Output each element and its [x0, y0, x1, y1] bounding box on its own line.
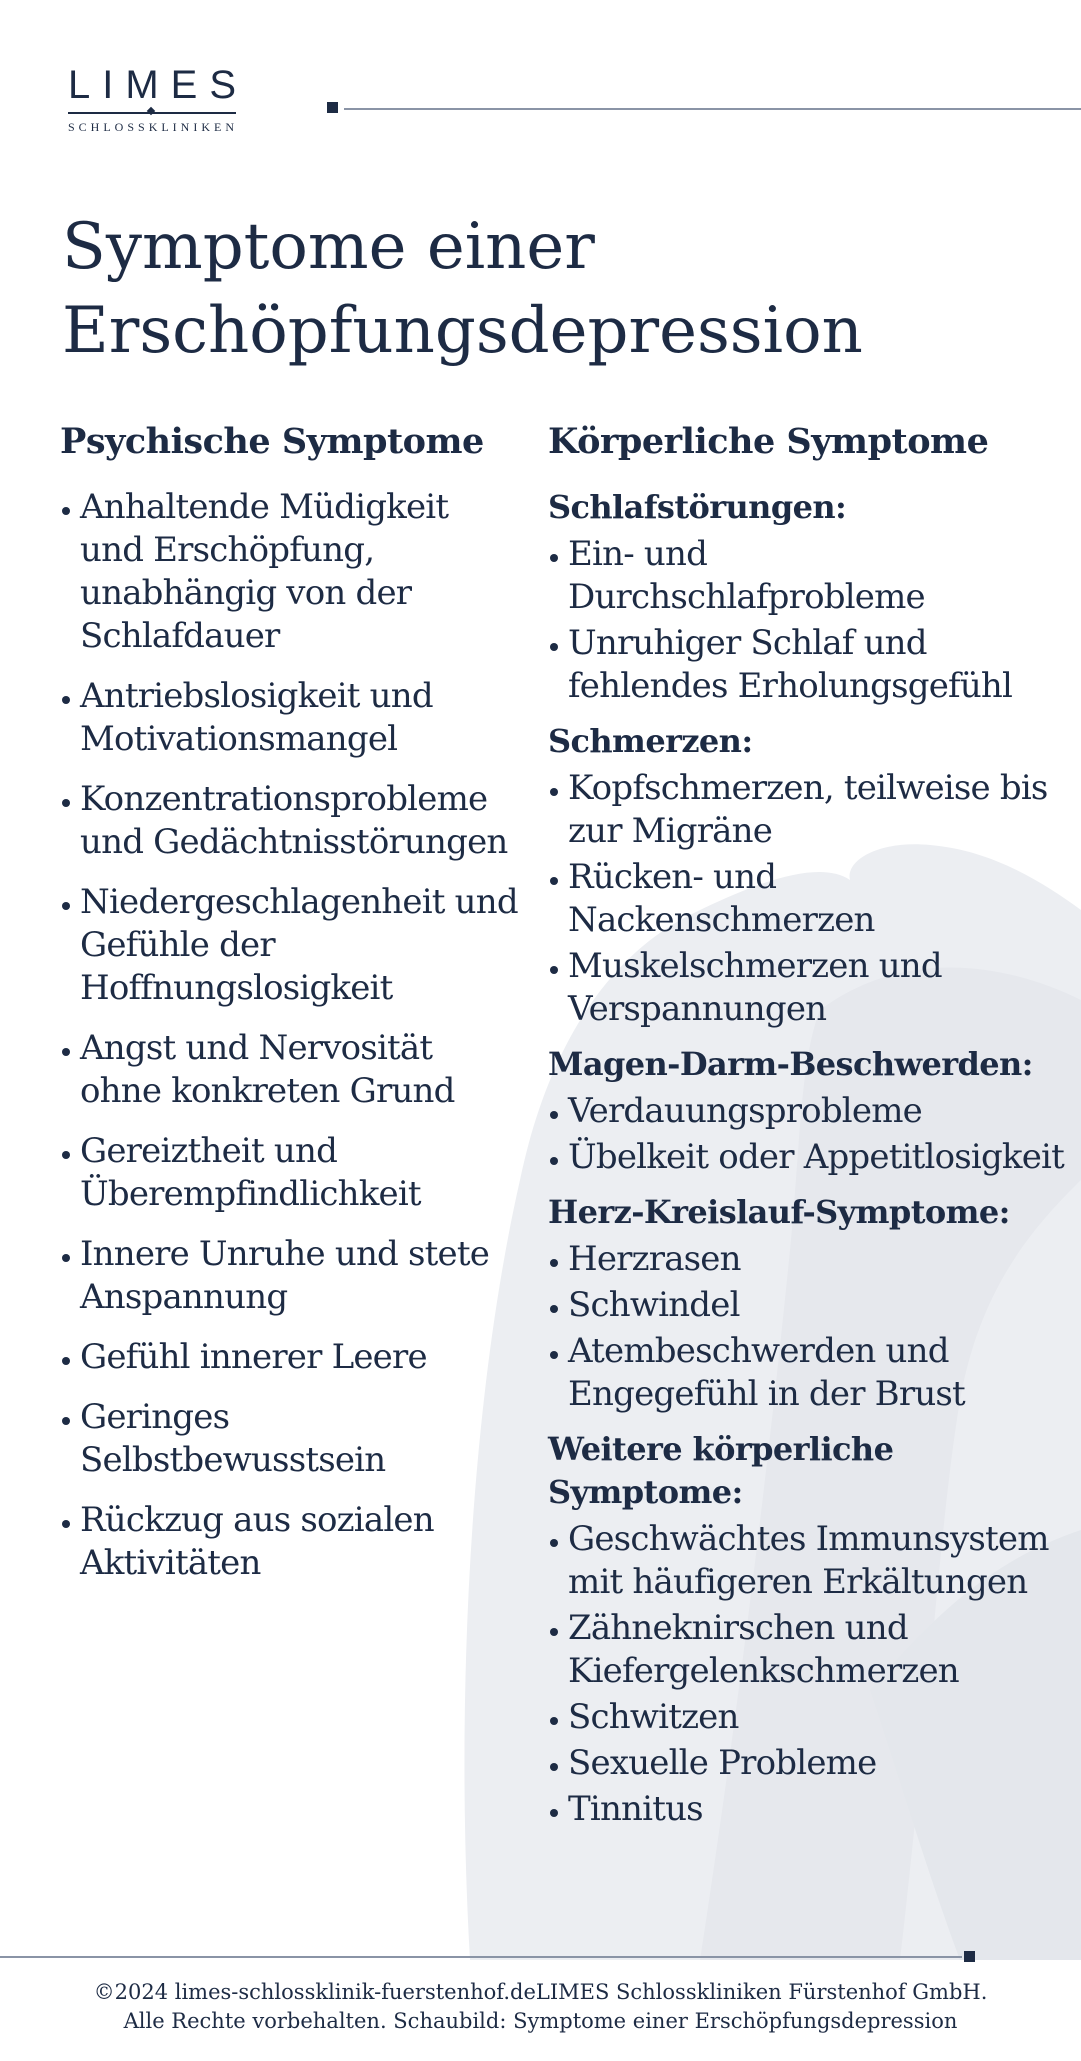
- list-item: Innere Unruhe und stete Anspannung: [60, 1233, 520, 1319]
- group-heading: Weitere körperliche Symptome:: [548, 1430, 894, 1511]
- header-square-marker: [327, 102, 338, 113]
- list-item: Übelkeit oder Appetitlosigkeit: [548, 1136, 1068, 1179]
- list-item: Zähneknirschen und Kiefergelenkschmerzen: [548, 1607, 1068, 1693]
- symptom-list: [548, 1238, 1068, 1416]
- list-item: Atembeschwerden und Engegefühl in der Brust: [548, 1330, 1068, 1416]
- symptom-group-cardiovascular: [548, 1191, 1068, 1416]
- physical-symptoms-heading: Körperliche Symptome: [548, 421, 989, 462]
- group-heading: Schlafstörungen:: [548, 488, 847, 526]
- symptom-list: [548, 533, 1068, 708]
- symptom-group-pain: [548, 720, 1068, 1031]
- list-item: Unruhiger Schlaf und fehlendes Erholungsgefühl: [548, 622, 1068, 708]
- header-divider: [344, 108, 1081, 110]
- list-item: Schwindel: [548, 1284, 1068, 1327]
- list-item: Antriebslosigkeit und Motivationsmangel: [60, 675, 520, 761]
- list-item: Tinnitus: [548, 1788, 1068, 1831]
- symptom-list: [548, 767, 1068, 1031]
- logo-rule: [68, 112, 236, 114]
- list-item: Schwitzen: [548, 1696, 1068, 1739]
- list-item: Ein- und Durchschlafprobleme: [548, 533, 1068, 619]
- title-line-2: Erschöpfungsdepression: [62, 294, 863, 368]
- list-item: Muskelschmerzen und Verspannungen: [548, 945, 1068, 1031]
- list-item: Konzentrationsprobleme und Gedächtnisstörungen: [60, 778, 520, 864]
- symptom-group-digestive: [548, 1043, 1068, 1179]
- list-item: Gereiztheit und Überempfindlichkeit: [60, 1130, 520, 1216]
- list-item: Herzrasen: [548, 1238, 1068, 1281]
- footer-divider: [0, 1956, 962, 1958]
- footer-copyright: [0, 1978, 1081, 2036]
- footer-square-marker: [964, 1951, 975, 1962]
- footer-line-2: Alle Rechte vorbehalten. Schaubild: Symptome einer Erschöpfungsdepression: [123, 2009, 958, 2033]
- list-item: Sexuelle Probleme: [548, 1742, 1068, 1785]
- limes-logo: [68, 62, 249, 135]
- symptom-list: [548, 1518, 1068, 1831]
- group-heading: Schmerzen:: [548, 722, 753, 760]
- list-item: Niedergeschlagenheit und Gefühle der Hoffnungslosigkeit: [60, 881, 520, 1010]
- page-title: [62, 205, 1022, 373]
- list-item: Geringes Selbstbewusstsein: [60, 1396, 520, 1482]
- list-item: Geschwächtes Immunsystem mit häufigeren Erkältungen: [548, 1518, 1068, 1604]
- list-item: Rückzug aus sozialen Aktivitäten: [60, 1499, 520, 1585]
- list-item: Gefühl innerer Leere: [60, 1336, 520, 1379]
- list-item: Kopfschmerzen, teilweise bis zur Migräne: [548, 767, 1068, 853]
- psychic-symptoms-list: [60, 486, 520, 1585]
- physical-symptoms-column: [548, 418, 1068, 1843]
- list-item: Rücken- und Nackenschmerzen: [548, 856, 1068, 942]
- logo-subtitle: SCHLOSSKLINIKEN: [68, 120, 239, 134]
- list-item: Angst und Nervosität ohne konkreten Grund: [60, 1027, 520, 1113]
- symptom-group-other: [548, 1428, 1068, 1831]
- symptom-group-sleep: [548, 486, 1068, 708]
- group-heading: Herz-Kreislauf-Symptome:: [548, 1193, 1010, 1231]
- list-item: Verdauungsprobleme: [548, 1090, 1068, 1133]
- logo-wordmark: LIMES: [68, 63, 249, 107]
- psychic-symptoms-heading: Psychische Symptome: [60, 421, 484, 462]
- psychic-symptoms-column: [60, 418, 520, 1602]
- footer-line-1: ©2024 limes-schlossklinik-fuerstenhof.deLIMES Schlosskliniken Fürstenhof GmbH.: [93, 1980, 988, 2004]
- title-line-1: Symptome einer: [62, 210, 595, 284]
- logo-diamond-icon: [147, 107, 155, 115]
- list-item: Anhaltende Müdigkeit und Erschöpfung, unabhängig von der Schlafdauer: [60, 486, 520, 658]
- group-heading: Magen-Darm-Beschwerden:: [548, 1045, 1033, 1083]
- symptom-list: [548, 1090, 1068, 1179]
